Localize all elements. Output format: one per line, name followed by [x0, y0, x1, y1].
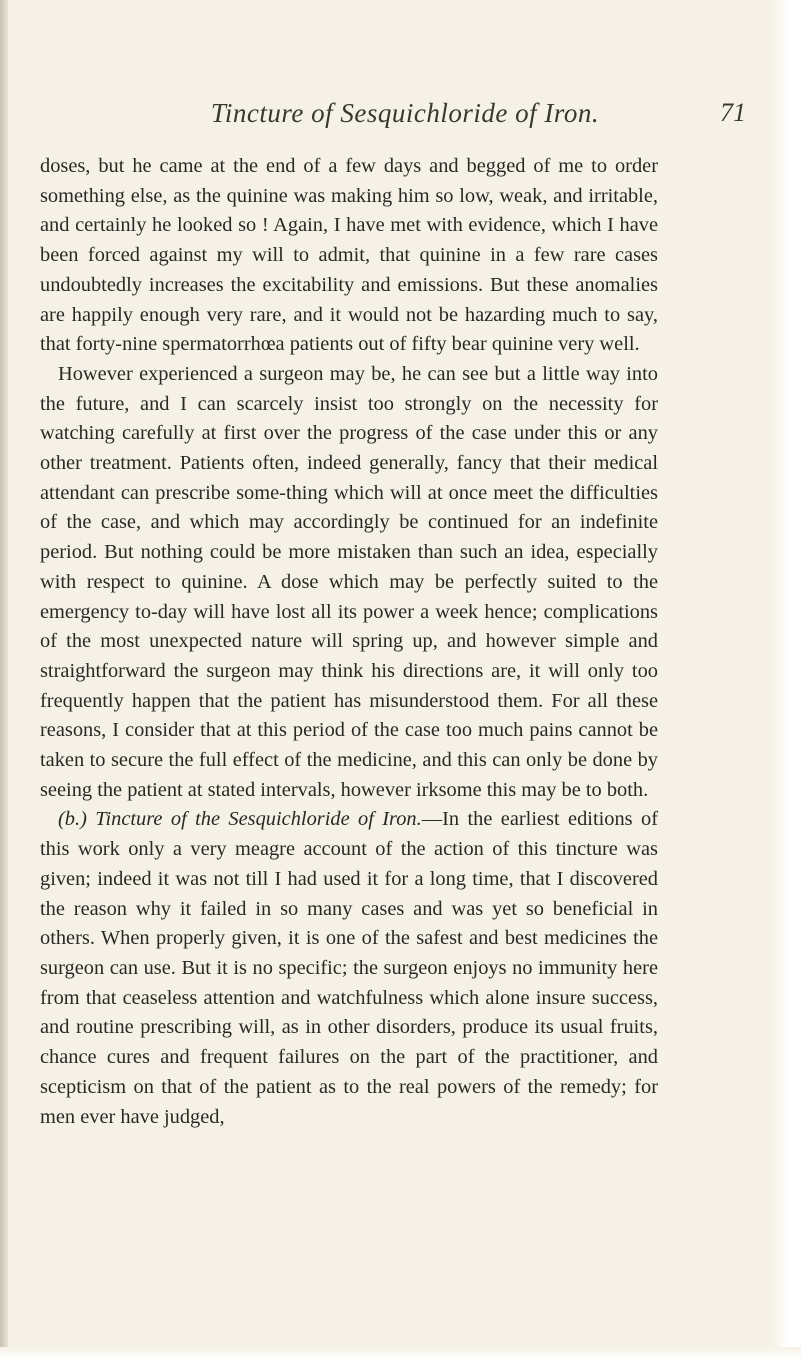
paragraph-1: doses, but he came at the end of a few days and begged of me to order something else, as the quinine was making him so low, weak, and irritable, and certainly he looked so ! Again, I have met with evidence, which I have been forced against my will to admit, that quinine in a few rare cases undoubtedly increases the excitability and emissions. But these anomalies are happily enough very rare, and it would not be hazarding much to say, that forty-nine spermatorrhœa patients out of fifty bear quinine very well.: [40, 155, 658, 356]
section-heading: (b.) Tincture of the Sesquichloride of Iron.: [58, 808, 422, 831]
paragraph-3: [40, 805, 658, 1132]
page-right-edge: [771, 0, 801, 1359]
page-bottom-edge: [0, 1347, 801, 1359]
paragraph-2: However experienced a surgeon may be, he can see but a little way into the future, and I can scarcely insist too strongly on the necessity for watching carefully at first over the progress of the case under this or any other treatment. Patients often, indeed generally, fancy that their medical attendant can prescribe some-thing which will at once meet the difficulties of the case, and which may accordingly be continued for an indefinite period. But nothing could be more mistaken than such an idea, especially with respect to quinine. A dose which may be perfectly suited to the emergency to-day will have lost all its power a week hence; complications of the most unexpected nature will spring up, and however simple and straightforward the surgeon may think his directions are, it will only too frequently happen that the patient has misunderstood them. For all these reasons, I consider that at this period of the case too much pains cannot be taken to secure the full effect of the medicine, and this can only be done by seeing the patient at stated intervals, however irksome this may be to both.: [40, 362, 658, 801]
page-number: 71: [720, 98, 746, 127]
body-text: [40, 152, 658, 1132]
page-left-edge: [0, 0, 8, 1359]
running-title: Tincture of Sesquichloride of Iron.: [210, 98, 600, 128]
paragraph-3-text: —In the earliest editions of this work only a very meagre account of the action of this tincture was given; indeed it was not till I had used it for a long time, that I discovered the reason why it failed in so many cases and was yet so beneficial in others. When properly given, it is one of the safest and best medicines the surgeon can use. But it is no specific; the surgeon enjoys no immunity here from that ceaseless attention and watchfulness which alone insure success, and routine prescribing will, as in other disorders, produce its usual fruits, chance cures and frequent failures on the part of the practitioner, and scepticism on that of the patient as to the real powers of the remedy; for men ever have judged,: [40, 808, 658, 1128]
running-header: [40, 98, 770, 138]
